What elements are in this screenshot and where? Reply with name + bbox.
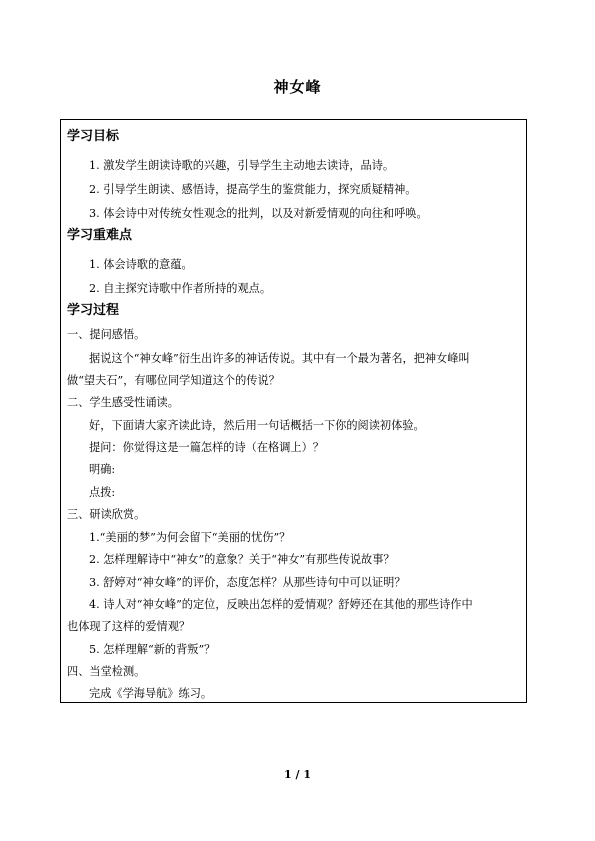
process-line: 提问：你觉得这是一篇怎样的诗（在格调上）？: [89, 441, 324, 454]
process-line: 明确:: [89, 463, 116, 476]
section-heading-key-points: 学习重难点: [67, 228, 133, 243]
goal-item: 1. 激发学生朗读诗歌的兴趣，引导学生主动地去读诗，品诗。: [89, 159, 395, 172]
process-line: 点拨:: [89, 486, 116, 499]
process-line: 好，下面请大家齐读此诗，然后用一句话概括一下你的阅读初体验。: [89, 419, 425, 432]
process-line: 4. 诗人对“神女峰”的定位，反映出怎样的爱情观？舒婷还在其他的那些诗作中: [89, 598, 473, 611]
process-line: 1.“美丽的梦”为何会留下“美丽的忧伤”？: [89, 531, 291, 544]
process-step-heading: 一、提问感悟。: [67, 328, 146, 341]
process-line: 2. 怎样理解诗中“神女”的意象？关于“神女”有那些传说故事？: [89, 553, 395, 566]
process-line: 3. 舒婷对“神女峰”的评价，态度怎样？从那些诗句中可以证明？: [89, 576, 406, 589]
content-box: [60, 119, 527, 703]
page-title: 神女峰: [273, 78, 322, 96]
process-line: 据说这个“神女峰”衍生出许多的神话传说。其中有一个最为著名，把神女峰叫: [89, 352, 470, 365]
process-line: 做“望夫石”，有哪位同学知道这个的传说？: [67, 374, 280, 387]
page-number: 1 / 1: [284, 768, 311, 781]
key-point-item: 2. 自主探究诗歌中作者所持的观点。: [89, 282, 272, 295]
goal-item: 2. 引导学生朗读、感悟诗，提高学生的鉴赏能力，探究质疑精神。: [89, 183, 417, 196]
process-step-heading: 四、当堂检测。: [67, 665, 146, 678]
process-step-heading: 三、研读欣赏。: [67, 508, 146, 521]
section-heading-goals: 学习目标: [67, 129, 120, 144]
goal-item: 3. 体会诗中对传统女性观念的批判，以及对新爱情观的向往和呼唤。: [89, 207, 428, 220]
section-heading-process: 学习过程: [67, 303, 120, 318]
process-step-heading: 二、学生感受性诵读。: [67, 396, 179, 409]
key-point-item: 1. 体会诗歌的意蕴。: [89, 258, 193, 271]
process-line: 也体现了这样的爱情观？: [67, 620, 191, 633]
process-line: 5. 怎样理解“新的背叛”？: [89, 643, 216, 656]
process-line: 完成《学海导航》练习。: [89, 687, 213, 700]
